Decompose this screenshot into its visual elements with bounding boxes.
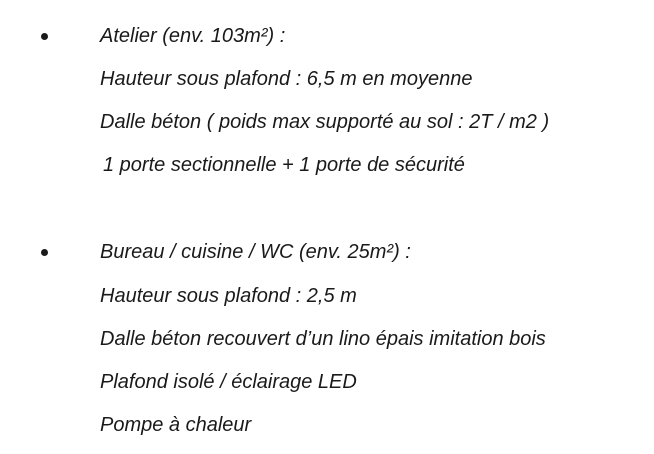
atelier-line-dalle: Dalle béton ( poids max supporté au sol : 2T / m2 ): [100, 111, 550, 133]
bureau-line-dalle: Dalle béton recouvert d’un lino épais imitation bois: [100, 328, 546, 350]
section-heading-bureau: Bureau / cuisine / WC (env. 25m²) :: [100, 241, 411, 263]
bullet-atelier: [41, 33, 48, 40]
section-heading-atelier: Atelier (env. 103m²) :: [100, 25, 286, 47]
bureau-line-hauteur: Hauteur sous plafond : 2,5 m: [100, 285, 357, 307]
bureau-line-pompe: Pompe à chaleur: [100, 414, 252, 436]
atelier-line-hauteur: Hauteur sous plafond : 6,5 m en moyenne: [100, 68, 473, 90]
atelier-line-portes: 1 porte sectionnelle + 1 porte de sécurité: [103, 154, 465, 176]
bullet-bureau: [41, 249, 48, 256]
bureau-line-plafond: Plafond isolé / éclairage LED: [100, 371, 357, 393]
